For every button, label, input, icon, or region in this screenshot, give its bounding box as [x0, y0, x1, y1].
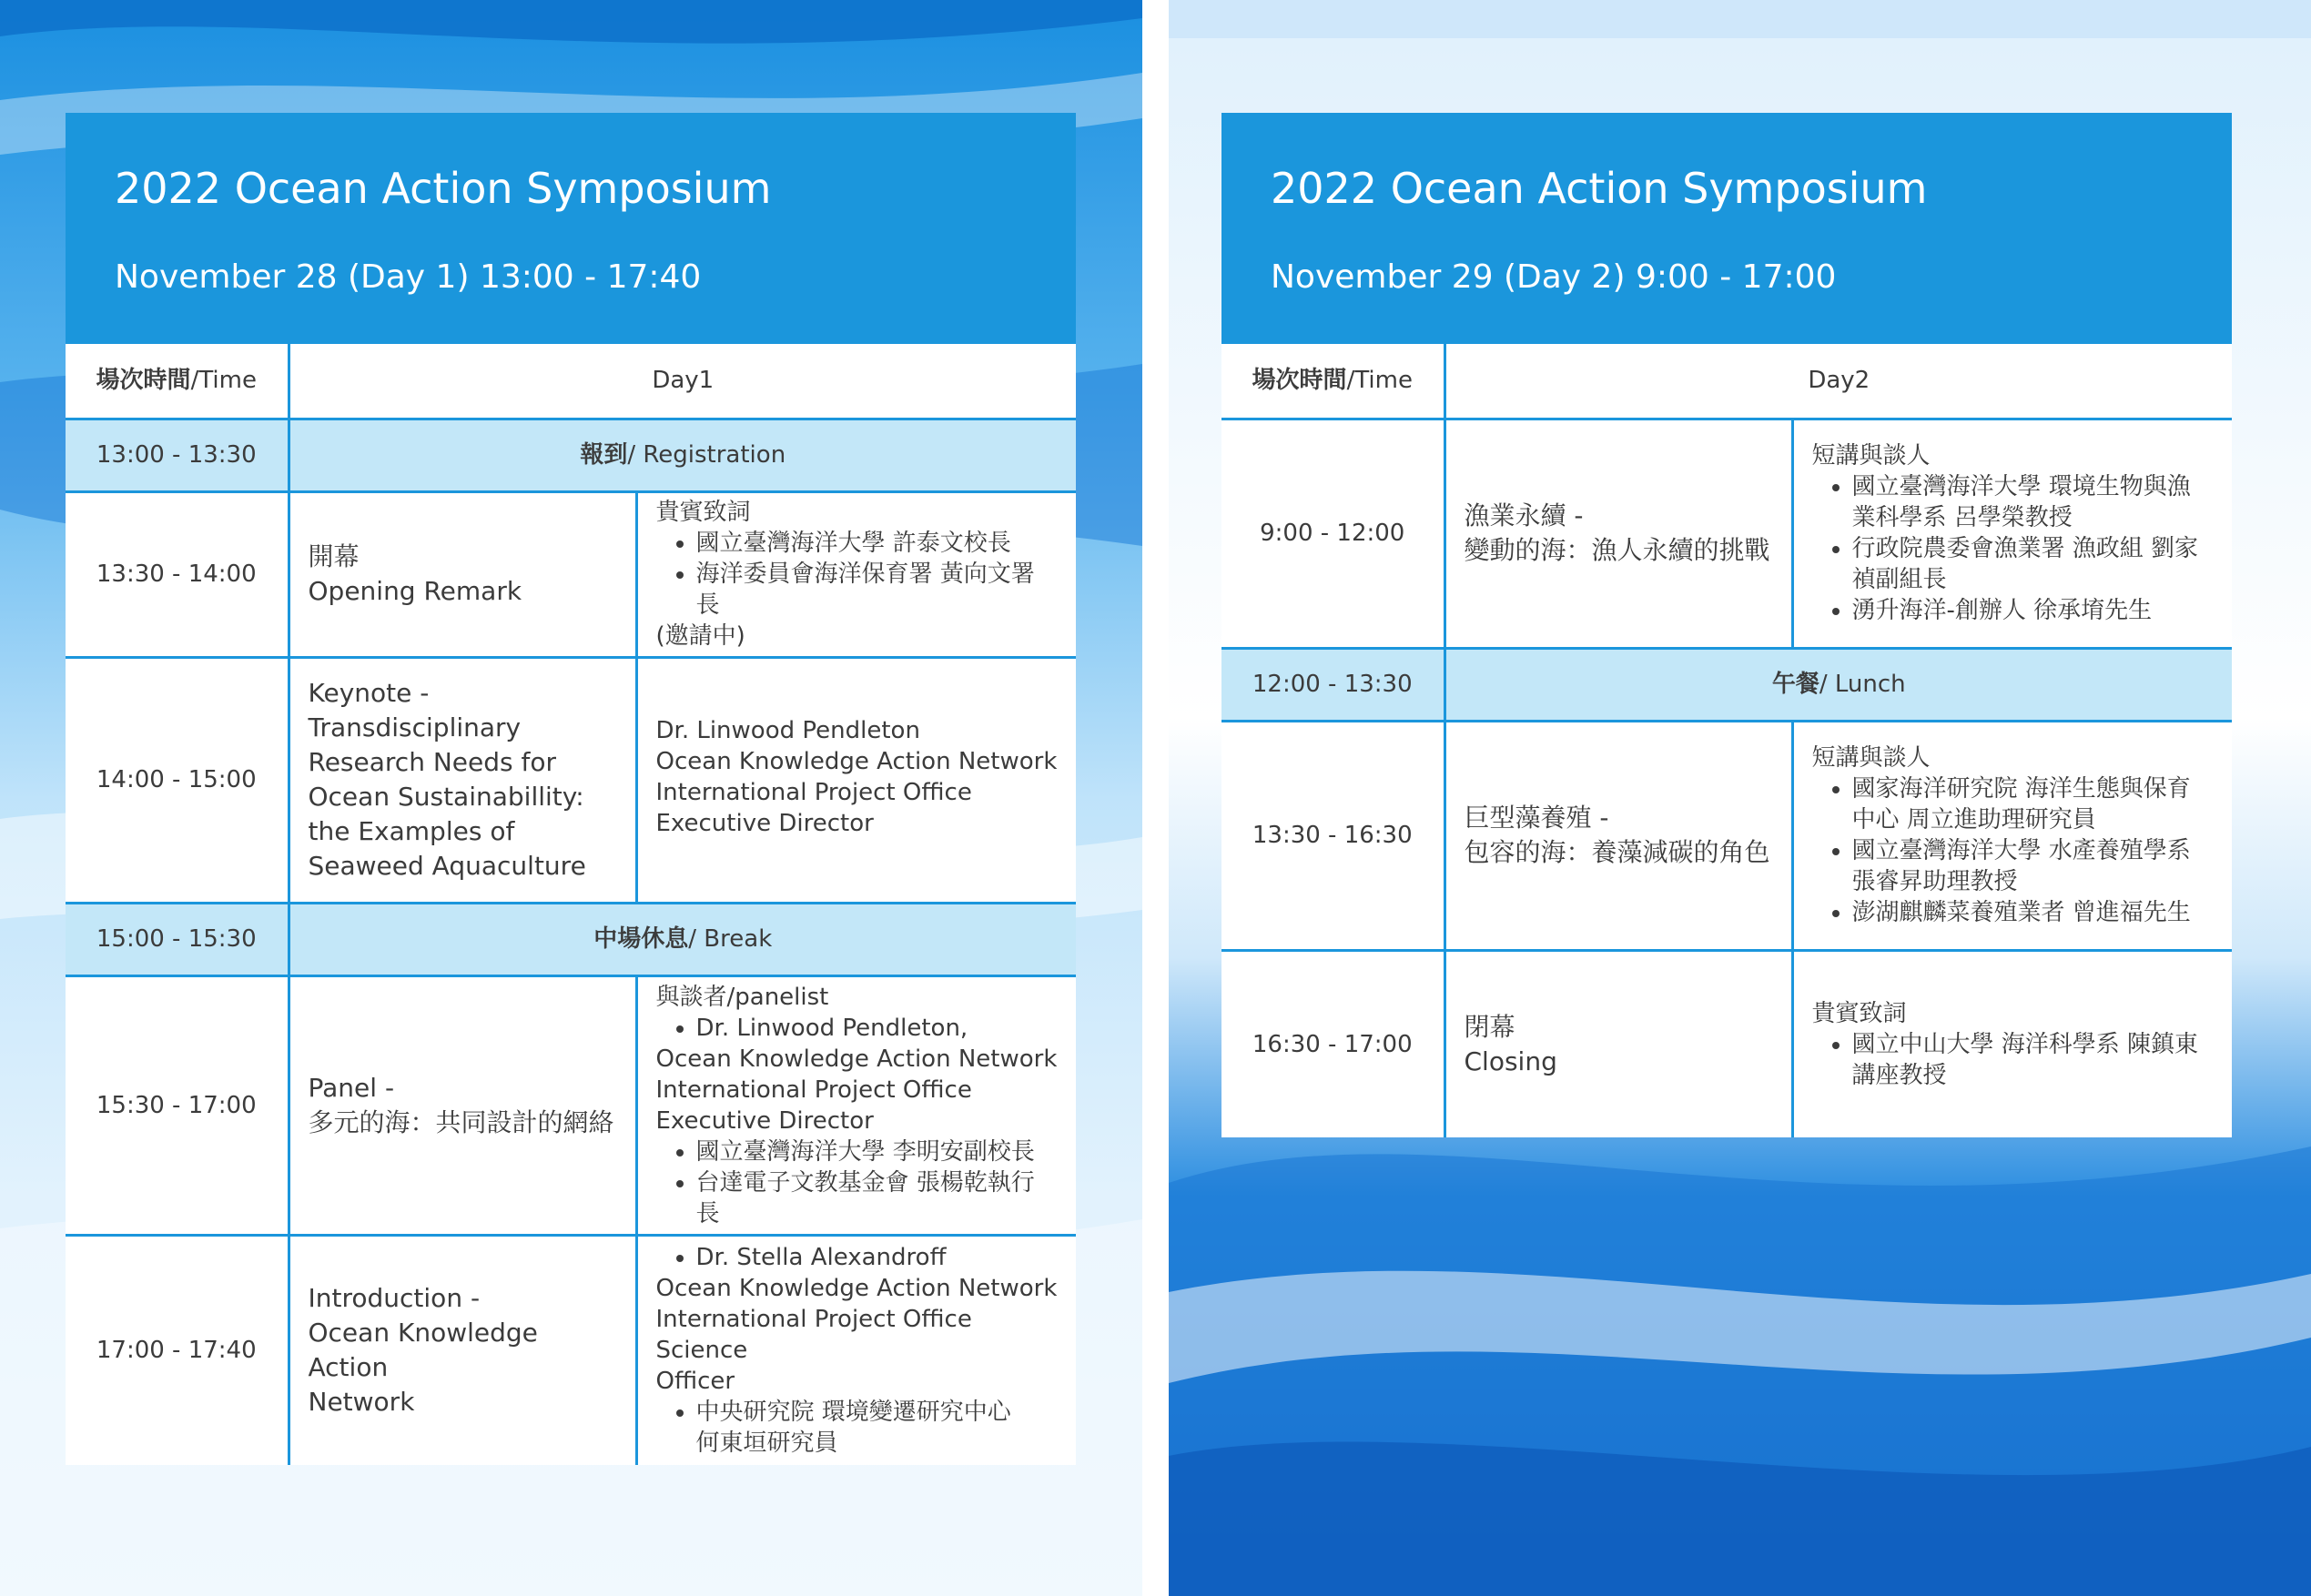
session-topic: 閉幕 Closing [1444, 950, 1792, 1137]
table-row [66, 903, 1076, 975]
speakers-label: 短講與談人 [1811, 744, 1931, 772]
session-topic: Keynote - Transdisciplinary Research Needs for Ocean Sustainabillity: the Examples of Seaweed Aquaculture [289, 657, 636, 903]
speakers-cell [1792, 721, 2232, 950]
speakers-cell: • Dr. Stella Alexandroff Ocean Knowledge Action Network International Project Office Science Officer • 中央研究院 環境變遷研究中心 何東垣研究員 [636, 1235, 1076, 1465]
speakers-label: 短講與談人 [1811, 442, 1931, 470]
row-time: 12:00 - 13:30 [1221, 648, 1444, 721]
table-row [1221, 721, 2232, 950]
table-row [66, 491, 1076, 657]
break-band: 中場休息/ Break [289, 903, 1076, 975]
speakers-label: 與談者/panelist [655, 983, 829, 1011]
speaker-item: • 國立中山大學 海洋科學系 陳鎮東講座教授 [1852, 1029, 2215, 1091]
speaker-item: • 湧升海洋-創辦人 徐承堉先生 [1852, 595, 2215, 626]
speaker-item: • 國立臺灣海洋大學 水產養殖學系 張睿昇助理教授 [1852, 835, 2215, 897]
speakers-label: 貴賓致詞 [655, 499, 751, 526]
speaker-list [656, 1136, 1059, 1229]
speaker-list [656, 1397, 1059, 1459]
row-time: 17:00 - 17:40 [66, 1235, 289, 1465]
day1-page [0, 0, 1142, 1596]
time-column-header: 場次時間/Time [66, 344, 289, 419]
speaker-list [656, 528, 1059, 652]
table-row [66, 657, 1076, 903]
table-header-row [1221, 344, 2232, 419]
speaker-item: • 中央研究院 環境變遷研究中心 何東垣研究員 [696, 1397, 1059, 1459]
day1-card [66, 113, 1076, 1465]
speaker-list [656, 1013, 1059, 1044]
row-time: 14:00 - 15:00 [66, 657, 289, 903]
day1-title: 2022 Ocean Action Symposium [115, 164, 772, 213]
table-row [1221, 419, 2232, 648]
day1-schedule-table [66, 344, 1076, 1465]
session-topic: Panel - 多元的海：共同設計的網絡 [289, 975, 636, 1235]
time-column-header: 場次時間/Time [1221, 344, 1444, 419]
speaker-item: • 國家海洋研究院 海洋生態與保育中心 周立進助理研究員 [1852, 773, 2215, 835]
speakers-label: 貴賓致詞 [1811, 999, 1907, 1027]
row-time: 9:00 - 12:00 [1221, 419, 1444, 648]
speaker-item: • 海洋委員會海洋保育署 黃向文署長 (邀請中) [696, 559, 1059, 652]
speaker-item: • 國立臺灣海洋大學 環境生物與漁業科學系 呂學榮教授 [1852, 471, 2215, 533]
speaker-item: • 行政院農委會漁業署 漁政組 劉家禎副組長 [1852, 533, 2215, 595]
row-time: 13:30 - 16:30 [1221, 721, 1444, 950]
day2-card [1221, 113, 2232, 1137]
speaker-item: • 國立臺灣海洋大學 許泰文校長 [696, 528, 1059, 559]
speaker-item: • 國立臺灣海洋大學 李明安副校長 [696, 1136, 1059, 1167]
speakers-cell [636, 491, 1076, 657]
session-topic: 漁業永續 - 變動的海：漁人永續的挑戰 [1444, 419, 1792, 648]
row-time: 13:00 - 13:30 [66, 419, 289, 491]
speaker-list [656, 1242, 1059, 1273]
speakers-cell: Dr. Linwood Pendleton Ocean Knowledge Action Network International Project Office Executive Director [636, 657, 1076, 903]
speaker-list [1812, 773, 2215, 928]
speaker-item: • Dr. Stella Alexandroff [696, 1242, 1059, 1273]
speaker-item: • Dr. Linwood Pendleton, [696, 1013, 1059, 1044]
table-row [1221, 648, 2232, 721]
speakers-cell [1792, 419, 2232, 648]
speakers-cell [1792, 950, 2232, 1137]
speaker-item: • 澎湖麒麟菜養殖業者 曾進福先生 [1852, 897, 2215, 928]
session-topic: Introduction - Ocean Knowledge Action Network [289, 1235, 636, 1465]
speaker-list [1812, 1029, 2215, 1091]
table-row [66, 419, 1076, 491]
lunch-band: 午餐/ Lunch [1444, 648, 2232, 721]
session-topic: 巨型藻養殖 - 包容的海：養藻減碳的角色 [1444, 721, 1792, 950]
table-row [66, 1235, 1076, 1465]
day2-schedule-table [1221, 344, 2232, 1137]
day2-title: 2022 Ocean Action Symposium [1271, 164, 1928, 213]
speaker-list [1812, 471, 2215, 626]
registration-band: 報到/ Registration [289, 419, 1076, 491]
day-column-header: Day2 [1444, 344, 2232, 419]
day2-date: November 29 (Day 2) 9:00 - 17:00 [1271, 258, 1837, 296]
table-header-row [66, 344, 1076, 419]
day1-header [66, 113, 1076, 344]
row-time: 16:30 - 17:00 [1221, 950, 1444, 1137]
day2-page [1169, 0, 2311, 1596]
day1-date: November 28 (Day 1) 13:00 - 17:40 [115, 258, 702, 296]
session-topic: 開幕 Opening Remark [289, 491, 636, 657]
speaker-item: • 台達電子文教基金會 張楊乾執行長 [696, 1167, 1059, 1229]
row-time: 15:00 - 15:30 [66, 903, 289, 975]
day-column-header: Day1 [289, 344, 1076, 419]
row-time: 15:30 - 17:00 [66, 975, 289, 1235]
row-time: 13:30 - 14:00 [66, 491, 289, 657]
speakers-cell: 與談者/panelist • Dr. Linwood Pendleton, Ocean Knowledge Action Network International Project Office Executive Director • 國立臺灣海洋大學 李明安副校長 • 台達電子文教基金會 張楊乾執行長 [636, 975, 1076, 1235]
table-row [1221, 950, 2232, 1137]
day2-header [1221, 113, 2232, 344]
table-row [66, 975, 1076, 1235]
